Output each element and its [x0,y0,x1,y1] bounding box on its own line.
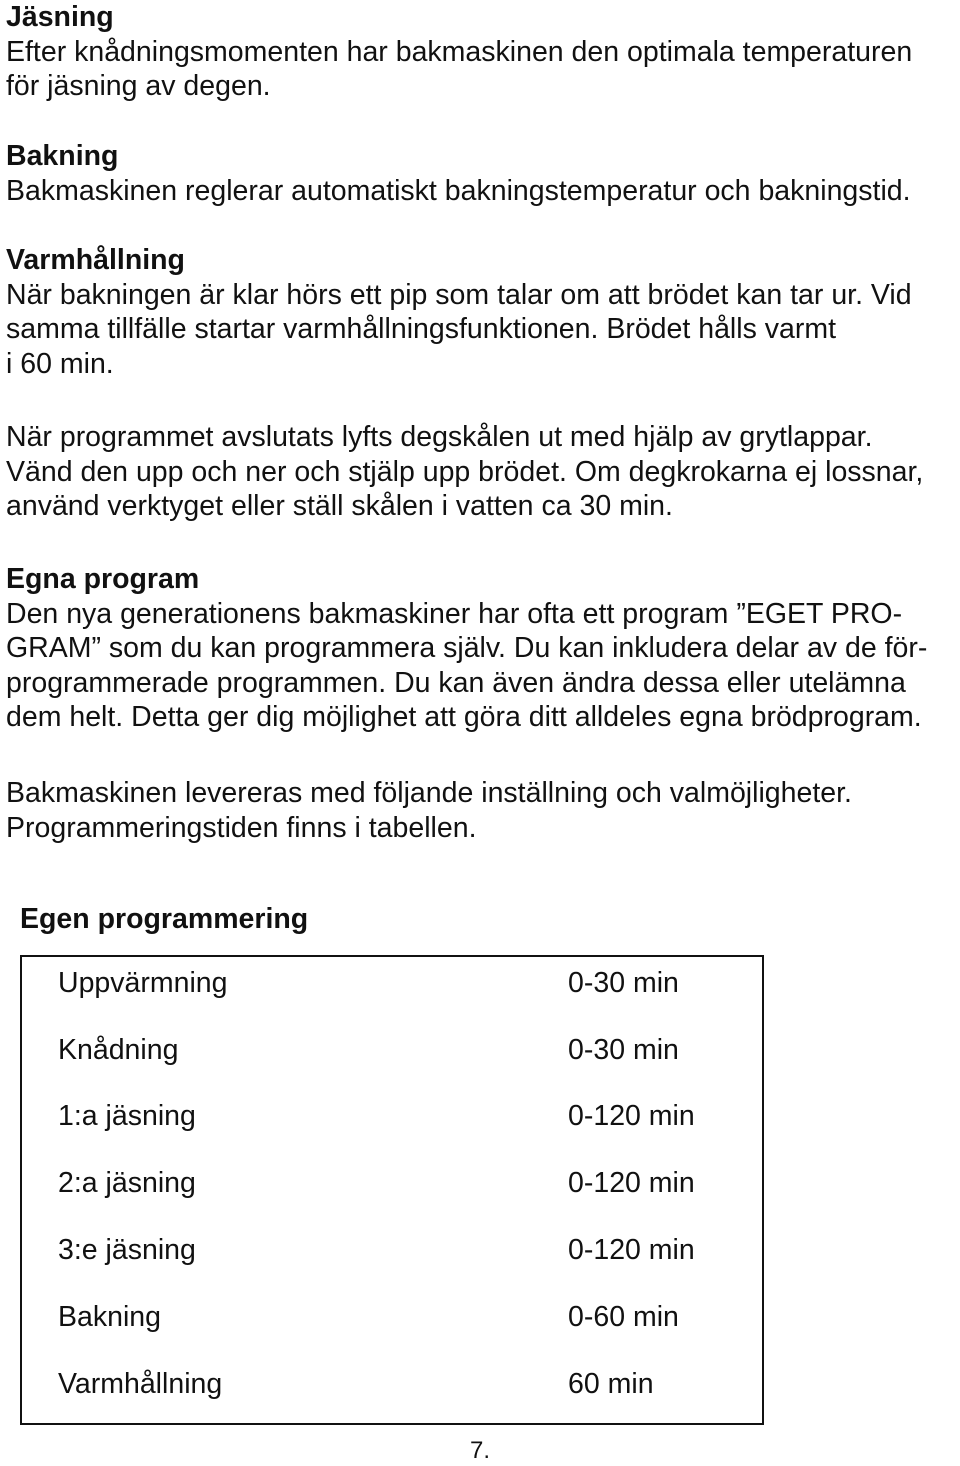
paragraph-line: i 60 min. [6,347,114,380]
step-duration: 0-120 min [568,1234,695,1266]
section-program-end [6,420,951,524]
step-duration: 0-30 min [568,1034,679,1066]
section-heading: Bakning [6,140,119,172]
programming-time-table [20,955,764,1425]
section-heading: Jäsning [6,1,114,33]
paragraph-line: Den nya generationens bakmaskiner har ofta ett program ”EGET PRO- [6,597,903,630]
section-levereras [6,776,951,845]
step-duration: 60 min [568,1368,654,1400]
paragraph-line: dem helt. Detta ger dig möjlighet att göra ditt alldeles egna brödprogram. [6,701,922,733]
step-duration: 0-30 min [568,967,679,999]
step-duration: 0-120 min [568,1100,695,1132]
section-heading: Varmhållning [6,244,185,276]
section-jasning [6,0,951,104]
step-name: Varmhållning [58,1368,223,1400]
step-name: Uppvärmning [58,967,228,999]
step-name: Knådning [58,1034,179,1066]
step-name: 1:a jäsning [58,1100,196,1132]
paragraph-line: för jäsning av degen. [6,70,271,102]
table-row [22,1297,762,1337]
step-name: 2:a jäsning [58,1167,196,1199]
table-row [22,1096,762,1136]
paragraph-line: Bakmaskinen reglerar automatiskt bakningstemperatur och bakningstid. [6,174,911,207]
step-name: 3:e jäsning [58,1234,196,1266]
table-row [22,1030,762,1070]
table-title: Egen programmering [20,903,309,935]
paragraph-line: Vänd den upp och ner och stjälp upp brödet. Om degkrokarna ej lossnar, [6,455,924,488]
section-bakning [6,139,951,208]
step-duration: 0-120 min [568,1167,695,1199]
table-row [22,1163,762,1203]
paragraph-line: använd verktyget eller ställ skålen i vatten ca 30 min. [6,490,673,522]
paragraph-line: När bakningen är klar hörs ett pip som talar om att brödet kan tar ur. Vid [6,278,912,311]
step-duration: 0-60 min [568,1301,679,1333]
table-row [22,963,762,1003]
paragraph-line: samma tillfälle startar varmhållningsfunktionen. Brödet hålls varmt [6,313,837,345]
step-name: Bakning [58,1301,161,1333]
paragraph-line: Bakmaskinen levereras med följande inställning och valmöjligheter. [6,777,852,809]
paragraph-line: GRAM” som du kan programmera själv. Du kan inkludera delar av de för- [6,632,928,664]
paragraph-line: programmerade programmen. Du kan även ändra dessa eller utelämna [6,666,906,699]
table-row [22,1230,762,1270]
section-heading: Egna program [6,563,200,595]
table-row [22,1364,762,1404]
paragraph-line: Programmeringstiden finns i tabellen. [6,811,477,844]
section-varmhallning [6,243,951,381]
paragraph-line: När programmet avslutats lyfts degskålen ut med hjälp av grytlappar. [6,421,873,453]
section-egna-program [6,562,951,735]
page-number: 7. [469,1437,490,1464]
paragraph-line: Efter knådningsmomenten har bakmaskinen den optimala temperaturen [6,35,913,68]
